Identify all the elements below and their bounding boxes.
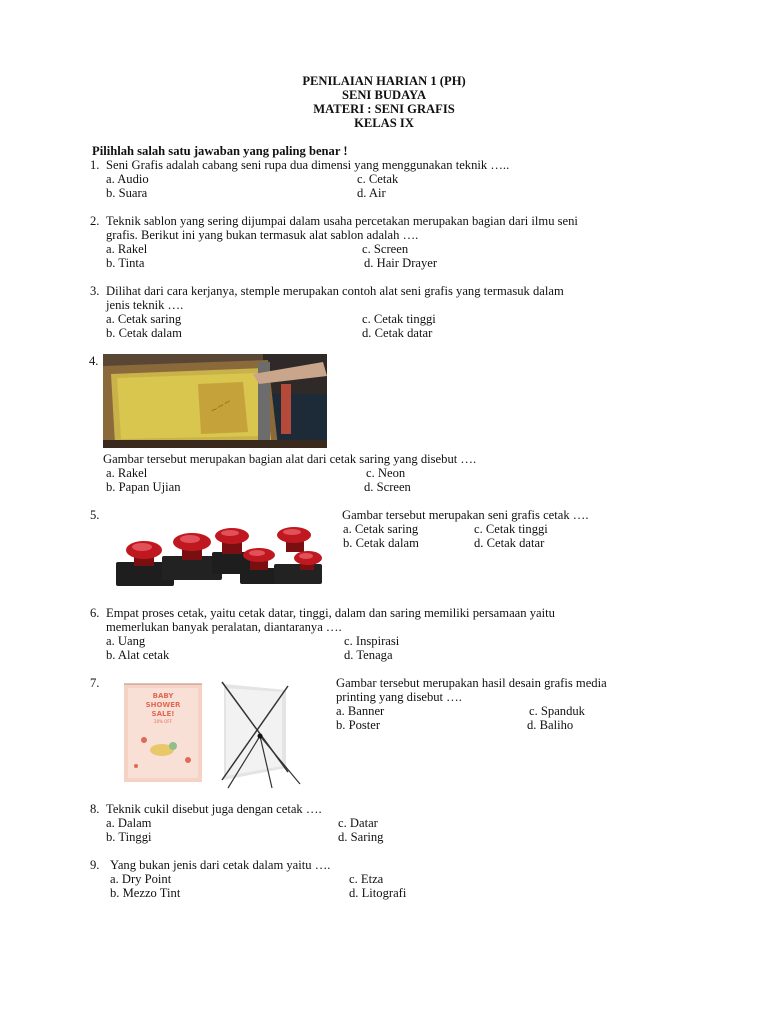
option-c: c. Etza [349,872,384,886]
option-a: a. Rakel [106,466,148,480]
option-d: d. Hair Drayer [364,256,438,270]
option-a: a. Dalam [106,816,152,830]
banner-text-3: SALE! [151,710,175,718]
option-b: b. Tinggi [106,830,152,844]
question-number: 6. [90,606,100,620]
question-text: Teknik sablon yang sering dijumpai dalam usaha percetakan merupakan bagian dari ilmu seni [106,214,578,228]
option-d: d. Tenaga [344,648,393,662]
option-b: b. Cetak dalam [106,326,182,340]
option-d: d. Cetak datar [474,536,545,550]
option-d: d. Cetak datar [362,326,433,340]
option-a: a. Cetak saring [343,522,419,536]
option-d: d. Screen [364,480,411,494]
option-a: a. Dry Point [110,872,172,886]
option-b: b. Cetak dalam [343,536,419,550]
stamps-illustration [104,522,332,590]
banner-illustration [110,676,320,792]
option-c: c. Screen [362,242,409,256]
subject-title: SENI BUDAYA [341,88,427,102]
question-number: 9. [90,858,100,872]
banner-text-1: BABY [152,692,174,700]
option-a: a. Cetak saring [106,312,182,326]
option-b: b. Suara [106,186,148,200]
option-c: c. Neon [366,466,406,480]
question-number: 8. [90,802,100,816]
question-number: 7. [90,676,100,690]
option-d: d. Air [357,186,386,200]
exam-title: PENILAIAN HARIAN 1 (PH) [302,74,466,88]
question-text: Gambar tersebut merupakan bagian alat dari cetak saring yang disebut …. [103,452,477,466]
instruction-text: Pilihlah salah satu jawaban yang paling benar ! [92,144,348,158]
option-a: a. Rakel [106,242,148,256]
option-b: b. Alat cetak [106,648,170,662]
option-a: a. Uang [106,634,146,648]
option-d: d. Litografi [349,886,407,900]
option-b: b. Poster [336,718,381,732]
screen-printing-illustration [103,354,327,448]
question-text-cont: printing yang disebut …. [336,690,462,704]
svg-text:~~~: ~~~ [208,396,234,417]
option-a: a. Banner [336,704,385,718]
option-d: d. Baliho [527,718,574,732]
banner-text-2: SHOWER [145,701,181,709]
screen-printing-photo [103,354,327,448]
option-b: b. Papan Ujian [106,480,181,494]
option-c: c. Inspirasi [344,634,400,648]
option-b: b. Tinta [106,256,145,270]
option-d: d. Saring [338,830,384,844]
question-text-cont: grafis. Berikut ini yang bukan termasuk alat sablon adalah …. [106,228,419,242]
option-c: c. Spanduk [529,704,585,718]
question-text: Seni Grafis adalah cabang seni rupa dua dimensi yang menggunakan teknik ….. [106,158,510,172]
option-b: b. Mezzo Tint [110,886,181,900]
class-title: KELAS IX [354,116,414,130]
question-number: 4. [89,354,99,368]
question-number: 5. [90,508,100,522]
question-number: 1. [90,158,100,172]
question-text-cont: memerlukan banyak peralatan, diantaranya …. [106,620,342,634]
question-text: Empat proses cetak, yaitu cetak datar, tinggi, dalam dan saring memiliki persamaan yaitu [106,606,555,620]
banner-text-4: 20% OFF [154,719,172,724]
question-number: 3. [90,284,100,298]
question-text: Dilihat dari cara kerjanya, stemple merupakan contoh alat seni grafis yang termasuk dalam [106,284,564,298]
option-c: c. Cetak tinggi [474,522,548,536]
question-text-cont: jenis teknik …. [106,298,184,312]
rubber-stamps-photo [104,522,332,590]
banner-stand-photo [110,676,320,792]
material-title: MATERI : SENI GRAFIS [313,102,455,116]
option-c: c. Cetak [357,172,399,186]
option-c: c. Datar [338,816,378,830]
question-text: Gambar tersebut merupakan seni grafis cetak …. [342,508,589,522]
question-text: Yang bukan jenis dari cetak dalam yaitu …. [110,858,331,872]
question-number: 2. [90,214,100,228]
option-c: c. Cetak tinggi [362,312,436,326]
question-text: Gambar tersebut merupakan hasil desain grafis media [336,676,607,690]
option-a: a. Audio [106,172,149,186]
question-text: Teknik cukil disebut juga dengan cetak …. [106,802,322,816]
